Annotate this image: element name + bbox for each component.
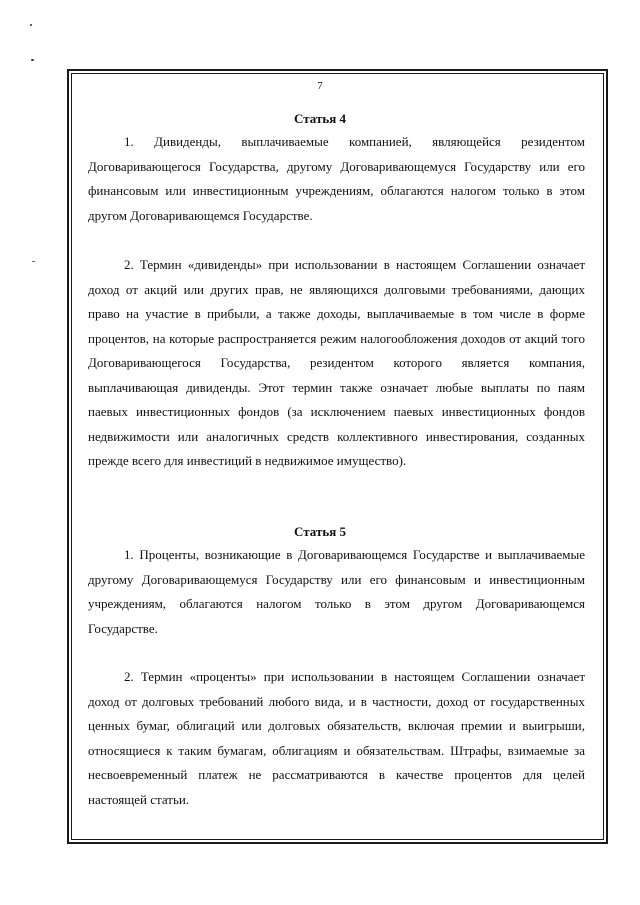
- article-4-heading: Статья 4: [294, 111, 346, 126]
- article-4-paragraph-2: 2. Термин «дивиденды» при использовании в настоящем Соглашении означает доход от акций или других прав, не являющихся долговыми требованиями, дающих право на участие в прибыли, а также доходы, выплачиваемые в том числе в форме процентов, на которые распространяется режим налогообложения доходов от акций того Договаривающегося Государства, резидентом которого является компания, выплачивающая дивиденды. Этот термин также означает любые выплаты по паям паевых инвестиционных фондов (за исключением паевых инвестиционных фондов недвижимости или аналогичных средств коллективного инвестирования, созданных прежде всего для инвестиций в недвижимое имущество).: [88, 257, 585, 468]
- article-5-paragraph-1: 1. Проценты, возникающие в Договаривающемся Государстве и выплачиваемые другому Договаривающемуся Государству или его финансовым и инвестиционным учреждениям, облагаются налогом только в этом другом Договаривающемся Государстве.: [88, 547, 585, 636]
- scan-speck: [32, 261, 35, 262]
- article-4-paragraph-1: 1. Дивиденды, выплачиваемые компанией, являющейся резидентом Договаривающегося Государства, другому Договаривающемуся Государству или его финансовым или инвестиционным учреждениям, облагаются налогом только в этом другом Договаривающемся Государстве.: [88, 134, 585, 223]
- scan-speck: [31, 59, 34, 61]
- scan-speck: [30, 24, 32, 26]
- page-number: 7: [317, 80, 323, 92]
- article-5-heading: Статья 5: [294, 524, 346, 539]
- article-5-paragraph-2: 2. Термин «проценты» при использовании в настоящем Соглашении означает доход от долговых требований любого вида, и в частности, доход от государственных ценных бумаг, облигаций или долговых обязательств, включая премии и выигрыши, относящиеся к таким бумагам, облигациям и обязательствам. Штрафы, взимаемые за несвоевременный платеж не рассматриваются в качестве процентов для целей настоящей статьи.: [88, 669, 585, 807]
